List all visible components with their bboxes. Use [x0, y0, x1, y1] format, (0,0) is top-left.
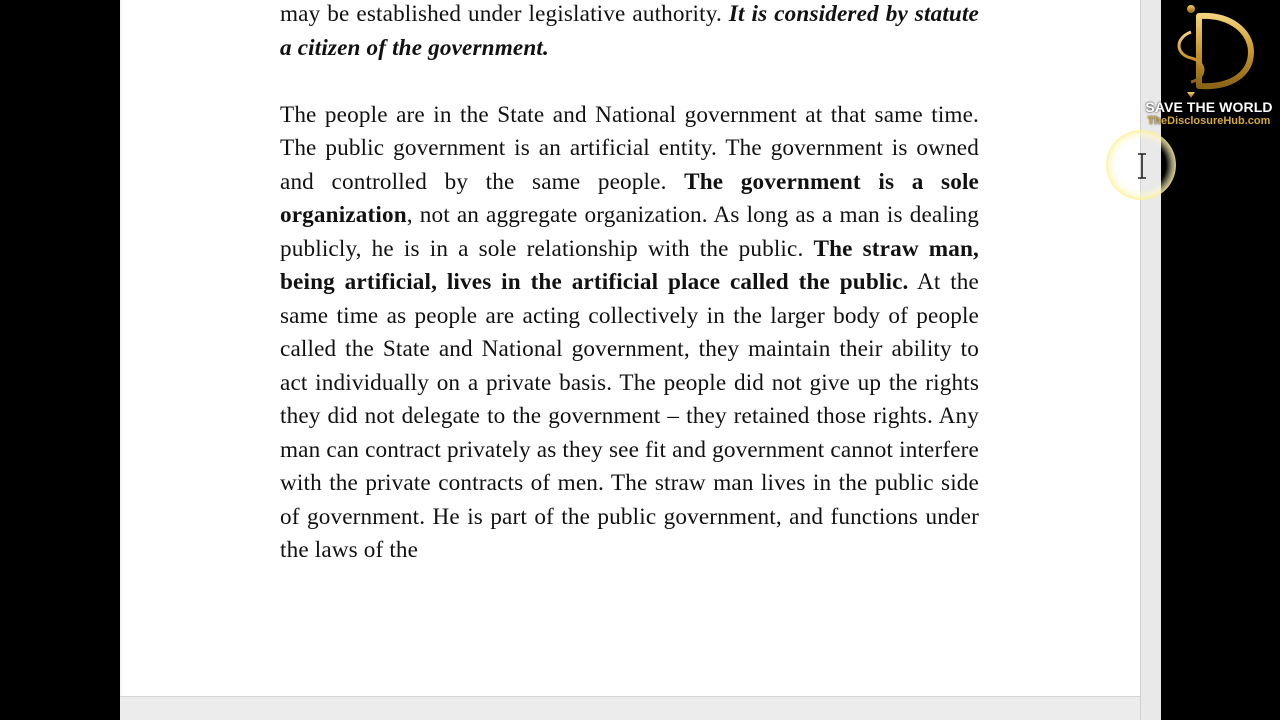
watermark-title: SAVE THE WORLD [1145, 99, 1273, 115]
ibeam-cursor-icon [1136, 152, 1148, 180]
emphasized-text: The government is a sole organization [280, 168, 979, 228]
document-paragraph [280, 99, 979, 568]
body-text: At the same time as people are acting collectively in the larger body of people called the State and National government, they maintain their ability to act individually on a private basis. The people did not give up the rights they did not delegate to the government – they retained those rights. Any man can contract privately as they see fit and government cannot interfere with the private contracts of men. The straw man lives in the public side of government. He is part of the public government, and functions under the laws of the [280, 269, 979, 563]
page-bottom-edge [120, 696, 1160, 720]
body-text: , not an aggregate organization. As long as a man is dealing publicly, he is in a sole relationship with the public. [280, 202, 979, 262]
channel-watermark [1140, 2, 1278, 127]
document-text [280, 0, 979, 568]
body-text: may be established under legislative authority. [280, 1, 729, 27]
emphasized-text: The straw man, being artificial, lives in the artificial place called the public. [280, 235, 979, 295]
document-paragraph [280, 0, 979, 65]
gold-d-sword-logo-icon [1161, 2, 1257, 98]
emphasized-text: It is considered by statute a citizen of the government. [280, 1, 979, 61]
watermark-url: TheDisclosureHub.com [1147, 115, 1271, 127]
body-text: The people are in the State and National government at that same time. The public government is an artificial entity. The government is owned and controlled by the same people. [280, 101, 979, 195]
